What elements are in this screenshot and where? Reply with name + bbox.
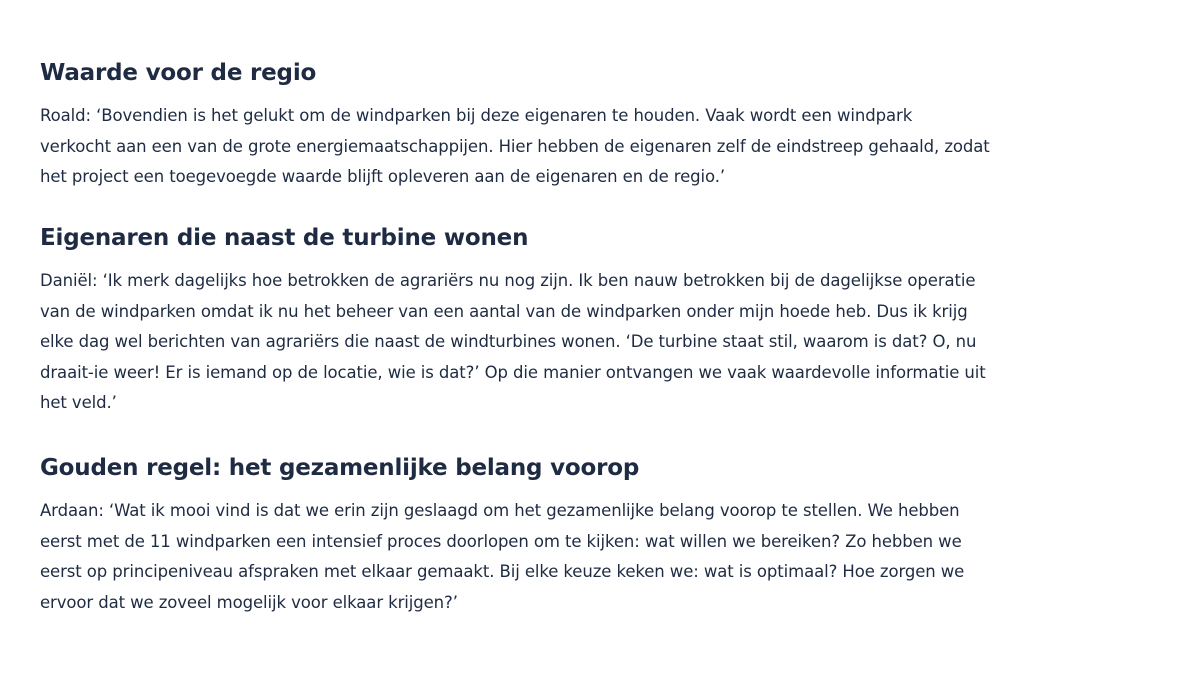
section-heading-eigenaren-naast-turbine: Eigenaren die naast de turbine wonen [40, 225, 529, 251]
body-line: ervoor dat we zoveel mogelijk voor elkaar krijgen?’ [40, 592, 458, 612]
body-line: Ardaan: ‘Wat ik mooi vind is dat we erin zijn geslaagd om het gezamenlijke belang voorop te stellen. We hebben [40, 501, 960, 520]
body-line: het veld.’ [40, 393, 117, 412]
body-line: eerst met de 11 windparken een intensief proces doorlopen om te kijken: wat willen we bereiken? Zo hebben we [40, 531, 962, 551]
body-line: eerst op principeniveau afspraken met elkaar gemaakt. Bij elke keuze keken we: wat is optimaal? Hoe zorgen we [40, 562, 965, 581]
section-body-roald-quote [40, 101, 990, 193]
section-heading-waarde-voor-de-regio: Waarde voor de regio [40, 60, 317, 86]
body-line: elke dag wel berichten van agrariërs die naast de windturbines wonen. ‘De turbine staat stil, waarom is dat? O, nu [40, 332, 977, 351]
body-line: van de windparken omdat ik nu het beheer van een aantal van de windparken onder mijn hoede heb. Dus ik krijg [40, 301, 968, 321]
section-body-ardaan-quote [40, 496, 964, 618]
section-body-daniel-quote [40, 266, 986, 419]
body-line: het project een toegevoegde waarde blijft opleveren aan de eigenaren en de regio.’ [40, 167, 726, 186]
body-line: draait-ie weer! Er is iemand op de locatie, wie is dat?’ Op die manier ontvangen we vaak waardevolle informatie uit [40, 362, 986, 382]
body-line: verkocht aan een van de grote energiemaatschappijen. Hier hebben de eigenaren zelf de eindstreep gehaald, zodat [40, 136, 990, 156]
body-line: Roald: ‘Bovendien is het gelukt om de windparken bij deze eigenaren te houden. Vaak wordt een windpark [40, 106, 913, 125]
section-heading-gouden-regel: Gouden regel: het gezamenlijke belang voorop [40, 455, 640, 481]
body-line: Daniël: ‘Ik merk dagelijks hoe betrokken de agrariërs nu nog zijn. Ik ben nauw betrokken bij de dagelijkse operatie [40, 271, 976, 290]
